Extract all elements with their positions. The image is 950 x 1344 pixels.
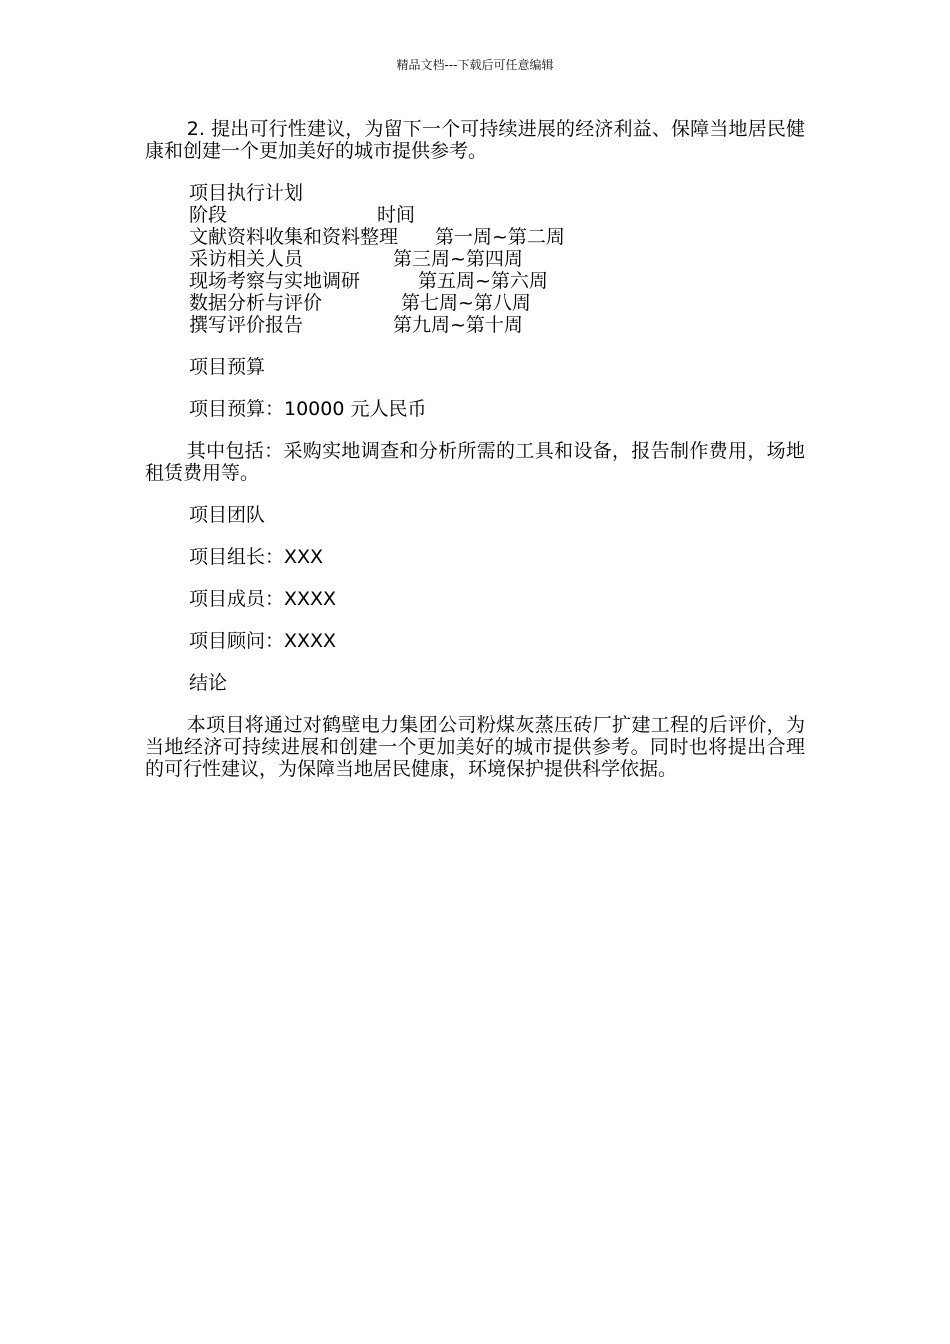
schedule-header-time: 时间: [377, 204, 416, 226]
schedule-time: 第九周~第十周: [393, 314, 523, 336]
budget-heading: 项目预算: [189, 356, 266, 378]
team-leader: 项目组长：XXX: [189, 546, 324, 568]
schedule-stage: 采访相关人员: [189, 248, 304, 270]
conclusion-heading: 结论: [189, 672, 228, 694]
schedule-time: 第三周~第四周: [393, 248, 523, 270]
budget-includes-paragraph: 其中包括：采购实地调查和分析所需的工具和设备，报告制作费用，场地租赁费用等。: [145, 440, 805, 484]
schedule-row: [145, 226, 805, 248]
page-header: 精品文档---下载后可任意编辑: [396, 58, 554, 72]
schedule-stage: 现场考察与实地调研: [189, 270, 361, 292]
conclusion-paragraph: 本项目将通过对鹤壁电力集团公司粉煤灰蒸压砖厂扩建工程的后评价，为当地经济可持续进展和创建一个更加美好的城市提供参考。同时也将提出合理的可行性建议，为保障当地居民健康，环境保护提供科学依据。: [145, 714, 805, 780]
schedule-row: [145, 314, 805, 336]
team-heading: 项目团队: [189, 504, 266, 526]
schedule-row: [145, 248, 805, 270]
schedule-stage: 数据分析与评价: [189, 292, 323, 314]
plan-heading: 项目执行计划: [189, 182, 304, 204]
schedule-time: 第七周~第八周: [401, 292, 531, 314]
team-advisor: 项目顾问：XXXX: [189, 630, 337, 652]
schedule-stage: 撰写评价报告: [189, 314, 304, 336]
team-members: 项目成员：XXXX: [189, 588, 337, 610]
schedule-header-row: [145, 204, 805, 226]
schedule-row: [145, 292, 805, 314]
document-body: [145, 118, 805, 780]
schedule-header-stage: 阶段: [189, 204, 228, 226]
schedule-row: [145, 270, 805, 292]
budget-amount: 项目预算：10000 元人民币: [189, 398, 427, 420]
suggestion-paragraph: 2. 提出可行性建议，为留下一个可持续进展的经济利益、保障当地居民健康和创建一个更加美好的城市提供参考。: [145, 118, 805, 162]
schedule-time: 第五周~第六周: [418, 270, 548, 292]
schedule-time: 第一周~第二周: [435, 226, 565, 248]
schedule-stage: 文献资料收集和资料整理: [189, 226, 399, 248]
